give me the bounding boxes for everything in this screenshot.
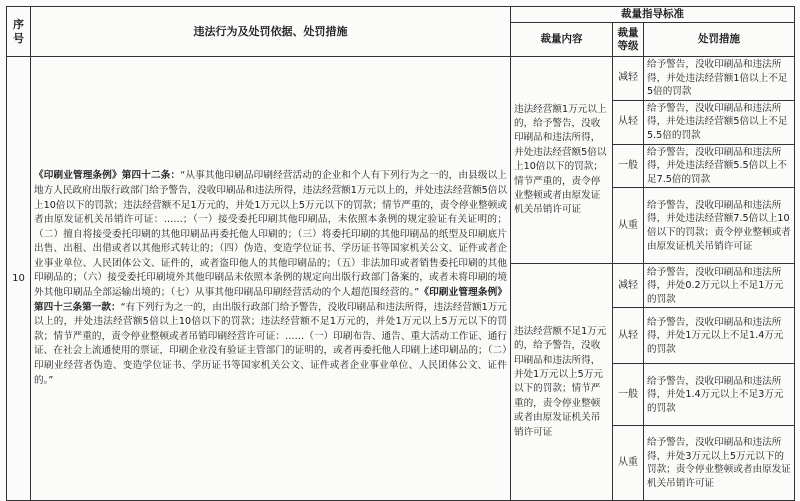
legal-basis-cell <box>31 57 511 501</box>
law-citation: 《印刷业管理条例》第四十三条第一款： <box>34 287 508 313</box>
penalty-measure: 给予警告，没收印刷品和违法所得，并处3万元以上5万元以下的罚款；责令停业整顿或者由原发证机关吊销许可证 <box>644 426 795 501</box>
discretion-level: 从重 <box>613 426 644 501</box>
penalty-measure: 给予警告，没收印刷品和违法所得，并处1万元以上不足1.4万元的罚款 <box>644 308 795 364</box>
penalty-discretion-table <box>6 6 795 501</box>
header-no: 序号 <box>7 7 31 57</box>
discretion-content-cell: 违法经营额不足1万元的，给予警告，没收印刷品和违法所得，并处1万元以上5万元以下的罚款；情节严重的，责令停业整顿或者由原发证机关吊销许可证 <box>511 264 613 501</box>
discretion-content-cell: 违法经营额1万元以上的，给予警告，没收印刷品和违法所得，并处违法经营额5倍以上10倍以下的罚款；情节严重的，责令停业整顿或者由原发证机关吊销许可证 <box>511 57 613 264</box>
header-standard: 裁量指导标准 <box>511 7 795 23</box>
law-text: “从事其他印刷品印刷经营活动的企业和个人有下列行为之一的，由县级以上地方人民政府出版行政部门给予警告，没收印刷品和违法所得，违法经营额1万元以上的，并处违法经营额5倍以上10倍以下的罚款；违法经营额不足1万元的，并处1万元以上5万元以下的罚款；情节严重的，责令停业整顿或者由原发证机关吊销许可证：……；（一）接受委托印刷其他印刷品，未依照本条例的规定验证有关证明的；（二）擅自将接受委托印刷的其他印刷品再委托他人印刷的；（三）将委托印刷的其他印刷品的纸型及印刷底片出售、出租、出借或者以其他形式转让的；（四）伪造、变造学位证书、学历证书等国家机关公文、证件或者企业事业单位、人民团体公文、证件的，或者盗印他人的其他印刷品的；（五）非法加印或者销售委托印刷的其他印刷品的；（六）接受委托印刷境外其他印刷品未依照本条例的规定向出版行政部门备案的，或者未将印刷的境外其他印刷品全部运输出境的；（七）从事其他印刷品印刷经营活动的个人超范围经营的。” <box>34 170 507 299</box>
discretion-level: 一般 <box>613 364 644 426</box>
penalty-measure: 给予警告，没收印刷品和违法所得，并处违法经营额1倍以上不足5倍的罚款 <box>644 57 795 101</box>
law-text: “有下列行为之一的，由出版行政部门给予警告，没收印刷品和违法所得，违法经营额1万元以上的，并处违法经营额5倍以上10倍以下的罚款；违法经营额不足1万元的，并处1万元以上5万元以下的罚款；情节严重的，责令停业整顿或者吊销印刷经营许可证：……（一）印刷布告、通告、重大活动工作证、通行证、在社会上流通使用的票证，印刷企业没有验证主管部门的证明的，或者再委托他人印刷上述印刷品的；（二）印刷业经营者伪造、变造学位证书、学历证书等国家机关公文、证件或者企业事业单位、人民团体公文、证件的。” <box>34 301 507 386</box>
header-level: 裁量等级 <box>613 23 644 57</box>
table-row <box>7 57 795 101</box>
penalty-measure: 给予警告，没收印刷品和违法所得，并处违法经营额5倍以上不足5.5倍的罚款 <box>644 100 795 144</box>
header-basis: 违法行为及处罚依据、处罚措施 <box>31 7 511 57</box>
row-number: 10 <box>7 57 31 501</box>
law-citation: 《印刷业管理条例》第四十二条： <box>34 170 181 182</box>
discretion-level: 减轻 <box>613 264 644 308</box>
header-measure: 处罚措施 <box>644 23 795 57</box>
discretion-level: 从轻 <box>613 100 644 144</box>
header-content: 裁量内容 <box>511 23 613 57</box>
discretion-level: 减轻 <box>613 57 644 101</box>
discretion-level: 一般 <box>613 144 644 188</box>
penalty-measure: 给予警告，没收印刷品和违法所得，并处0.2万元以上不足1万元的罚款 <box>644 264 795 308</box>
penalty-measure: 给予警告，没收印刷品和违法所得，并处违法经营额5.5倍以上不足7.5倍的罚款 <box>644 144 795 188</box>
penalty-measure: 给予警告，没收印刷品和违法所得，并处1.4万元以上不足3万元的罚款 <box>644 364 795 426</box>
discretion-level: 从重 <box>613 188 644 264</box>
discretion-level: 从轻 <box>613 308 644 364</box>
penalty-measure: 给予警告，没收印刷品和违法所得，并处违法经营额7.5倍以上10倍以下的罚款；责令停业整顿或者由原发证机关吊销许可证 <box>644 188 795 264</box>
